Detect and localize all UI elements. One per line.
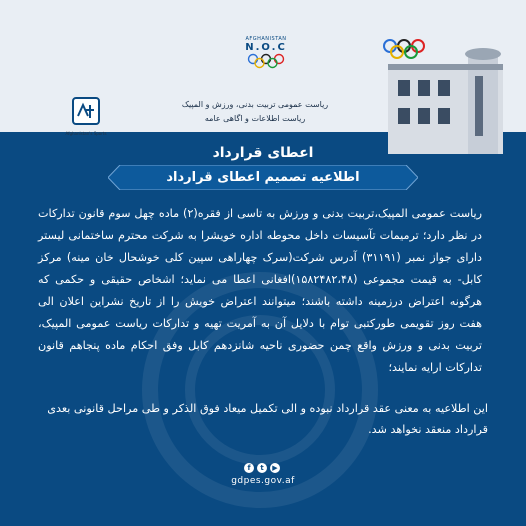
facebook-icon[interactable]: f xyxy=(244,463,254,473)
olympic-rings-icon xyxy=(247,53,285,69)
website-url[interactable]: gdpes.gov.af xyxy=(231,476,295,486)
stadium-building-image xyxy=(348,36,508,154)
youtube-icon[interactable]: ▶ xyxy=(270,463,280,473)
twitter-icon[interactable]: t xyxy=(257,463,267,473)
header-line-2: ریاست اطلاعات و اگاهی عامه xyxy=(204,114,306,123)
sports-logo-caption: Afghanistan's Sports xyxy=(65,131,107,136)
page-title: اعطای قرارداد xyxy=(212,145,314,161)
announcement-body: ریاست عمومی المپیک،تربیت بدنی و ورزش به تاسی از فقره(۲) ماده چهل سوم قانون تدارکات در نظر دارد؛ ترمیمات تآسیسات داخل محوطه اداره خویشرا به شرکت محترم ساختمانی لیستر دارای جواز نمبر (۳۱۱۹۱) آدرس شرکت(سرک چهاراهی سپین کلی خوشحال خان مینه) مرکز کابل- به قیمت مجموعی (۱۵۸۲۴۸۲،۴۸)افغانی اعطا می نماید؛ اشخاص حقیقی و حکمی که هرگونه اعتراض درزمینه داشته باشند؛ میتوانند اعتراض خویش را از تاریخ نشراین اعلان الی هفت روز تقویمی طورکتبی توام با دلایل آن به آمریت تهیه و تدارکات ریاست عمومی المپیک، تربیت بدنی و ورزش واقع چمن حضوری ناحیه شانزدهم کابل وفق احکام ماده پنجاهم قانون تدارکات ارایه نمایند؛ xyxy=(38,207,482,374)
header-line-1: ریاست عمومی تربیت بدنی، ورزش و المپیک xyxy=(181,100,329,109)
announcement-note: این اطلاعیه به معنی عقد قرارداد نبوده و الی تکمیل میعاد فوق الذکر و طی مراحل قانونی بعدی قرارداد منعقد نخواهد شد. xyxy=(47,402,488,436)
social-icons xyxy=(244,463,280,473)
sports-logo-icon xyxy=(71,96,101,126)
sports-directorate-logo xyxy=(56,96,116,136)
noc-country-label: AFGHANISTAN xyxy=(245,36,287,42)
header-text xyxy=(170,98,340,126)
noc-logo xyxy=(236,36,296,69)
noc-title: N.O.C xyxy=(245,42,287,53)
subtitle: اطلاعیه تصمیم اعطای قرارداد xyxy=(166,170,360,185)
